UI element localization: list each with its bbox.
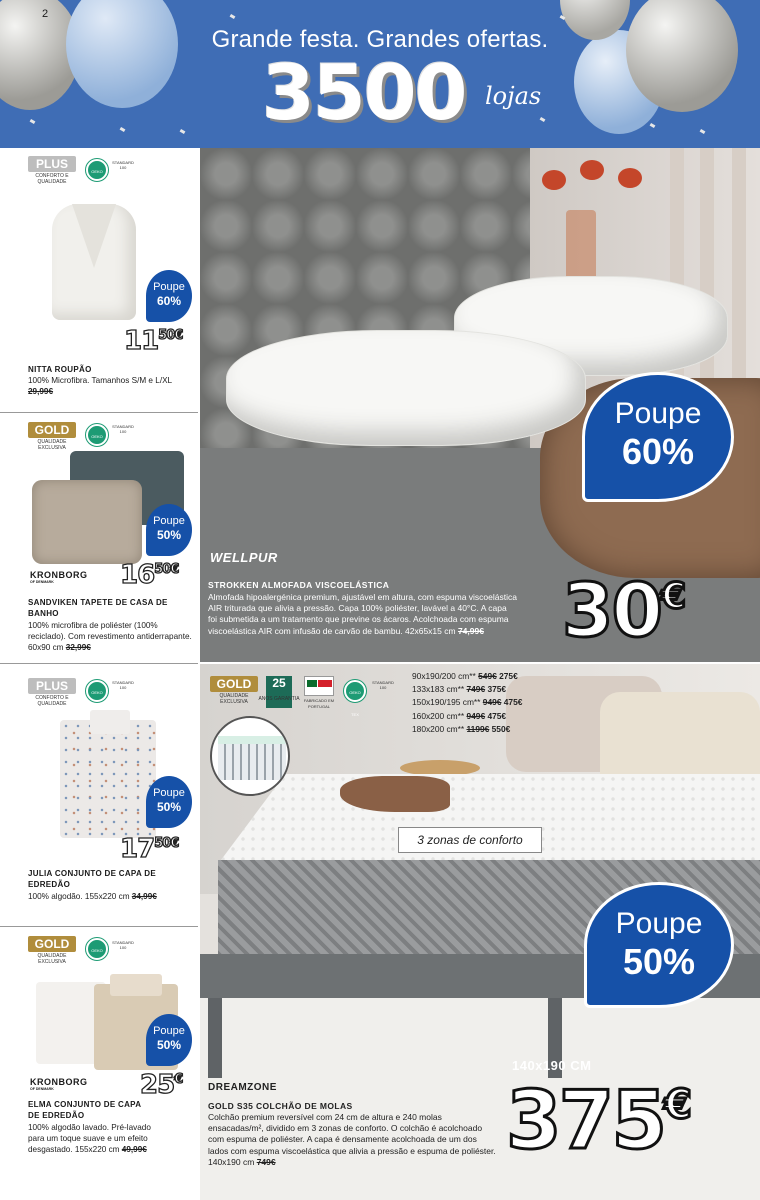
size-new-price: 375€ [487,684,507,695]
oeko-tex-icon: OEKO TEX [344,680,366,702]
product-title: NITTA ROUPÃO [28,365,92,374]
product-description [28,891,194,902]
size-old-price: 749€ [466,684,486,695]
save-bubble-large [584,882,734,1008]
old-price: 29,99€ [28,387,54,396]
balloon-silver-right [626,0,738,112]
size-price-list [412,670,522,736]
old-price: 49,99€ [121,1145,147,1154]
oeko-tex-icon: OEKO [86,680,108,702]
price [140,1070,182,1100]
price-integer: 16 [120,560,155,590]
product-description [208,592,518,637]
description-text: 100% Microfibra. Tamanhos S/M e L/XL [28,376,172,385]
pillow-front [226,330,586,446]
brand-subtitle: OF DENMARK [30,580,54,584]
description-text: 100% algodão. 155x220 cm [28,892,130,901]
product-title: ELMA CONJUNTO DE CAPA DE EDREDÃO [28,1100,141,1120]
price-integer: 17 [120,834,155,864]
oeko-tex-icon: OEKO TEX [86,159,108,181]
product-title: JULIA CONJUNTO DE CAPA DE EDREDÃO [28,869,156,889]
header-banner [0,0,760,148]
product-title: SANDVIKEN TAPETE DE CASA DE BANHO [28,598,168,618]
oeko-tex-standard: STANDARD 100 [112,680,134,690]
confetti [180,129,186,134]
confetti [540,117,546,122]
gold-badge-subtitle: QUALIDADE EXCLUSIVA [37,439,67,451]
flower [618,168,642,188]
save-bubble [146,776,192,828]
price-integer: 11 [124,326,159,356]
save-bubble-large [582,372,734,502]
description-text: Almofada hipoalergénica premium, ajustável em altura, com espuma viscoelástica AIR triturada que alivia a pressão. Capa 100% poliéster, lavável a 40°C. A capa foi submetida a um tratamento que previne os ácaros. Acolchoada com espuma viscoelástica AIR com infusão de carvão de bambu. 42x65x15 cm [208,592,517,636]
description-text: Colchão premium reversível com 24 cm de altura e 240 molas ensacadas/m², dividido em 3 zonas de conforto. O colchão é acolchoado com espuma de poliéster. A capa é densamente acolchoada de um dos lados com espuma viscoelástica que alivia a pressão e espuma de poliéster. 140x190 cm [208,1112,496,1167]
size-new-price: 475€ [487,710,507,721]
size-price-row [412,670,522,683]
size-price-row [412,710,522,723]
comfort-zones-label: 3 zonas de conforto [398,827,542,853]
plus-badge: PLUS [28,678,76,694]
size-dimensions: 150x190/195 cm** [412,697,481,708]
brand-name: KRONBORG [30,1077,88,1087]
save-label: Poupe [153,1025,185,1037]
bath-mat-light-image [32,480,142,564]
flower [580,160,604,180]
kronborg-logo [30,1077,88,1091]
bed-leg [208,998,222,1078]
oeko-tex-standard: STANDARD 100 [112,424,134,434]
price [562,568,684,654]
product-description [208,1112,498,1168]
save-bubble [146,504,192,556]
product-description [28,375,194,397]
size-dimensions: 90x190/200 cm** [412,671,476,681]
duvet-set-image [60,720,156,838]
size-old-price: 549€ [478,671,497,681]
plus-badge: PLUS [28,156,76,172]
confetti [120,127,126,132]
price-decimal: 50€ [154,836,179,851]
size-price-row [412,723,522,736]
spring-detail-image [210,716,290,796]
save-label: Poupe [614,397,702,430]
size-new-price: 550€ [491,723,511,734]
brand-name: KRONBORG [30,570,88,580]
gold-badge-subtitle: QUALIDADE EXCLUSIVA [37,953,67,965]
vase [566,210,596,280]
old-price: 74,99€ [457,625,484,636]
oeko-tex-standard: STANDARD 100 [112,160,134,170]
price [124,326,182,356]
price-decimal: 50€ [158,328,183,343]
pillowcase-image [90,710,130,734]
size-dimensions: 160x200 cm** [412,710,465,721]
confetti [650,123,656,128]
size-dimensions: 180x200 cm** [412,723,465,734]
save-bubble [146,270,192,322]
gold-badge: GOLD [28,936,76,952]
mattress-size-label: 140x190 CM [512,1058,592,1073]
save-percent: 50% [156,800,182,814]
size-old-price: 1199€ [466,723,490,734]
price [506,1074,689,1167]
price [120,560,178,590]
size-old-price: 949€ [466,710,486,721]
price-currency: € [664,1082,689,1128]
size-price-row [412,683,522,696]
banner-store-count: 3500 [262,48,466,137]
save-percent: 60% [156,294,182,308]
warranty-subtitle: ANOS GARANTIA [258,696,300,702]
warranty-years: 25 [272,676,286,690]
confetti [30,119,36,124]
wellpur-logo: WELLPUR [210,550,278,565]
price-currency: € [660,576,685,617]
gold-badge: GOLD [28,422,76,438]
oeko-tex-icon: OEKO TEX [86,938,108,960]
price-integer: 25 [140,1070,175,1100]
save-label: Poupe [153,515,185,527]
kronborg-logo [30,570,88,584]
balloon-blue-left [66,0,178,108]
gold-badge-subtitle: QUALIDADE EXCLUSIVA [219,693,249,705]
banner-headline: Grande festa. Grandes ofertas. [211,26,549,53]
side-stool [400,760,480,776]
confetti [230,14,236,19]
product-title: STROKKEN ALMOFADA VISCOELÁSTICA [208,580,390,590]
price-value: 30 [562,568,661,654]
product-title: GOLD S35 COLCHÃO DE MOLAS [208,1101,353,1111]
portugal-flag-icon [304,676,334,696]
size-dimensions: 133x183 cm** [412,684,465,695]
warranty-25-years-badge [266,676,292,708]
throw-cloth [340,776,450,812]
banner-lojas: lojas [485,82,542,110]
product-description [28,1122,168,1155]
save-percent: 50% [622,941,696,982]
oeko-tex-standard: STANDARD 100 [112,940,134,950]
flower [542,170,566,190]
old-price: 32,99€ [65,643,91,652]
gold-badge: GOLD [210,676,258,692]
save-percent: 50% [156,528,182,542]
save-percent: 60% [621,431,695,472]
save-label: Poupe [615,907,703,940]
description-text: 100% microfibra de poliéster (100% reciclado). Com revestimento antiderrapante. 60x90 cm [28,621,192,652]
size-new-price: 475€ [503,697,523,708]
page-number: 2 [42,8,49,20]
confetti [700,129,706,134]
save-label: Poupe [153,281,185,293]
save-bubble [146,1014,192,1066]
plus-badge-subtitle: CONFORTO E QUALIDADE [35,173,69,185]
size-new-price: 275€ [499,671,518,681]
old-price: 34,99€ [131,892,157,901]
save-label: Poupe [153,787,185,799]
size-price-row [412,696,522,709]
price-decimal: 50€ [154,562,179,577]
price-decimal: € [174,1072,183,1087]
price-value: 375 [506,1074,664,1167]
brand-subtitle: OF DENMARK [30,1087,54,1091]
dreamzone-logo: DREAMZONE [208,1082,277,1093]
size-old-price: 949€ [482,697,502,708]
price [120,834,178,864]
oeko-tex-standard: STANDARD 100 [372,680,394,690]
description-text: 100% algodão lavado. Pré-lavado para um toque suave e um efeito desgastado. 155x220 cm [28,1123,151,1154]
old-price: 749€ [256,1156,276,1167]
pillowcase-image [110,974,162,996]
product-description [28,620,194,653]
save-percent: 50% [156,1038,182,1052]
made-in-portugal-label: FABRICADO EM PORTUGAL [303,698,335,709]
plus-badge-subtitle: CONFORTO E QUALIDADE [35,695,69,707]
oeko-tex-icon: OEKO [86,424,108,446]
